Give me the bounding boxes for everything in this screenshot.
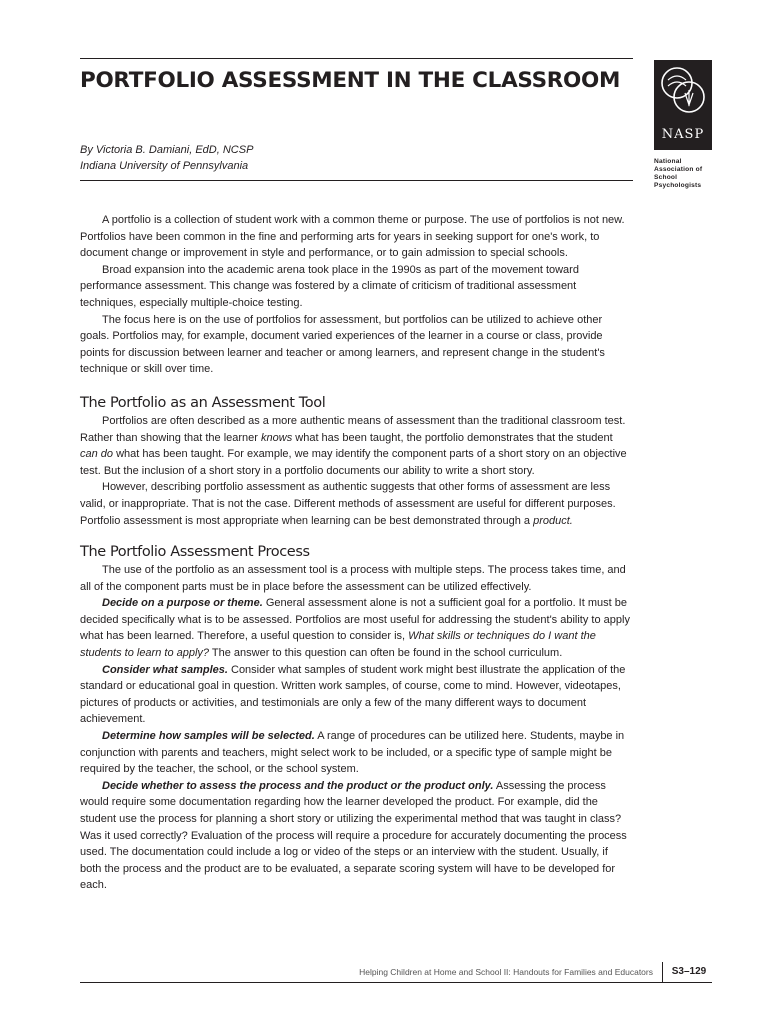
byline-affiliation: Indiana University of Pennsylvania (80, 160, 249, 172)
step-paragraph: Decide whether to assess the process and the product or the product only. Assessing the process would require some documentation regarding how the learner developed the product. For example, did the student use the process for planning a short story or utilizing the experimental method that was taught in class? Was it used correctly? Evaluation of the process will require a procedure for accurately documenting the process used. The documentation could include a log or video of the steps or an interview with the student. Usually, if both the process and the product are to be evaluated, a separate scoring system will have to be developed for each. (80, 779, 627, 892)
footer-divider (662, 962, 663, 982)
body-paragraph: Portfolios are often described as a more authentic means of assessment than the traditional classroom test. Rather than showing that the learner knows what has been taught, the portfolio demonstrates that the student can do what has been taught. For example, we may identify the component parts of a short story on an objective test. But the inclusion of a short story in a portfolio documents our ability to write a short story. (80, 414, 627, 477)
nasp-logo (654, 60, 712, 150)
page-title: PORTFOLIO ASSESSMENT IN THE CLASSROOM (80, 68, 621, 93)
footer-series-title: Helping Children at Home and School II: Handouts for Families and Educators (359, 967, 653, 977)
byline-author: By Victoria B. Damiani, EdD, NCSP (80, 144, 254, 156)
step-paragraph: Determine how samples will be selected. A range of procedures can be utilized here. Students, maybe in conjunction with parents and teachers, might select work to be included, or a specific type of sample might be required by the teacher, the school, or the school system. (80, 730, 625, 776)
body-paragraph: The use of the portfolio as an assessment tool is a process with multiple steps. The process takes time, and all of the component parts must be in place before the assessment can be utilized effectively. (80, 564, 626, 593)
nasp-emblem-icon (654, 60, 712, 150)
step-paragraph: Consider what samples. Consider what samples of student work might best illustrate the application of the standard or educational goal in question. Written work samples, of course, come to mind. However, videotapes, pictures of products or activities, and testimonials are only a few of the many different ways to document achievement. (80, 663, 626, 726)
step-paragraph: Decide on a purpose or theme. General assessment alone is not a sufficient goal for a portfolio. It must be decided specifically what is to be assessed. Portfolios are most useful for addressing the student's ability to apply what has been learned. Therefore, a useful question to consider is, What skills or techniques do I want the students to learn to apply? The answer to this question can often be found in the school curriculum. (80, 597, 630, 660)
step-label: Consider what samples. (102, 663, 228, 676)
step-label: Determine how samples will be selected. (102, 730, 315, 743)
nasp-name-line: National (654, 158, 682, 165)
byline (80, 142, 253, 174)
byline-rule (80, 180, 633, 181)
article-body (80, 212, 632, 894)
step-label: Decide whether to assess the process and the product or the product only. (102, 779, 494, 792)
body-paragraph: However, describing portfolio assessment as authentic suggests that other forms of assessment are less valid, or inappropriate. That is not the case. Different methods of assessment are useful for different purposes. Portfolio assessment is most appropriate when learning can be best demonstrated through a product. (80, 481, 616, 527)
nasp-wordmark: NASP (661, 127, 705, 142)
footer-rule (80, 982, 712, 983)
intro-paragraph: A portfolio is a collection of student work with a common theme or purpose. The use of portfolios is not new. Portfolios have been common in the fine and performing arts for years in seeking support for one's work, to document change or improvement in style and performance, or to gain admission to special schools. (80, 214, 625, 260)
section-heading-assessment-process: The Portfolio Assessment Process (80, 544, 310, 561)
page-number: S3–129 (671, 966, 707, 977)
nasp-name-line: School (654, 174, 678, 181)
step-label: Decide on a purpose or theme. (102, 597, 263, 610)
top-rule (80, 58, 633, 59)
nasp-name-line: Association of (654, 166, 703, 173)
intro-paragraph: The focus here is on the use of portfolios for assessment, but portfolios can be utilized to achieve other goals. Portfolios may, for example, document varied experiences of the learner in a course or class, provide points for discussion between learner and teacher or among learners, and represent change in the student's technique or skill over time. (80, 313, 605, 376)
nasp-name (654, 158, 702, 190)
section-heading-assessment-tool: The Portfolio as an Assessment Tool (80, 394, 326, 411)
intro-paragraph: Broad expansion into the academic arena took place in the 1990s as part of the movement toward performance assessment. This change was fostered by a climate of criticism of traditional assessment techniques, especially multiple-choice testing. (80, 263, 579, 309)
nasp-name-line: Psychologists (654, 182, 702, 189)
